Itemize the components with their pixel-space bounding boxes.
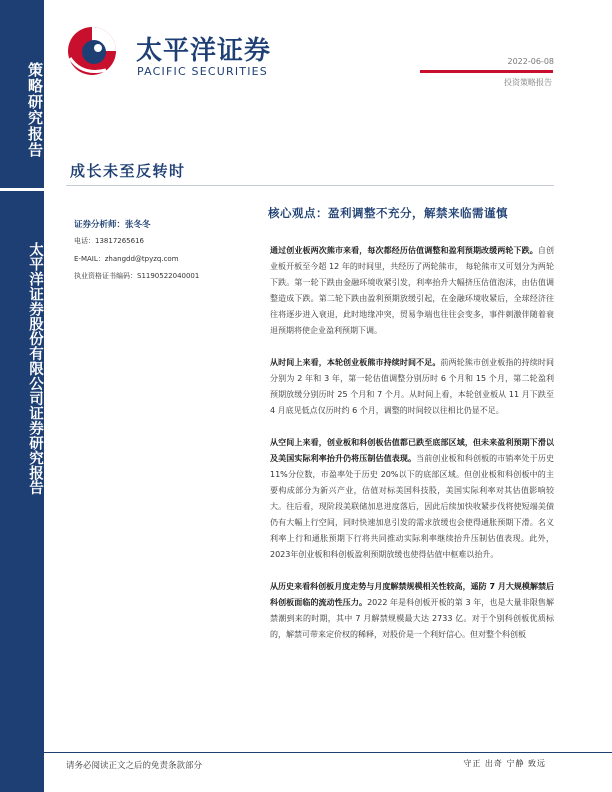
sidebar-report-type: 策略研究报告 (26, 62, 44, 158)
analyst-phone: 电话：13817265616 (74, 237, 144, 245)
report-date: 2022-06-08 (507, 57, 554, 66)
sidebar-separator (0, 188, 44, 191)
sidebar-company: 太平洋证券股份有限公司证券研究报告 (27, 242, 44, 496)
analyst-email[interactable]: E-MAIL：zhangdd@tpyzq.com (74, 255, 179, 263)
brand-name-en: PACIFIC SECURITIES (137, 65, 268, 78)
footer-disclaimer: 请务必阅读正文之后的免责条款部分 (66, 761, 203, 771)
analyst-license: 执业资格证书编码：S1190522040001 (74, 272, 200, 280)
paragraph (270, 243, 554, 339)
paragraph-text: 2022 年是科创板开板的第 3 年，也是大量非限售解禁潮到来的时期，其中 7 月解禁规模最大达 2733 亿。对于个别科创板优质标的，解禁可带来定价权的稀释，对股价是一个利好信心。但对整个科创板 (270, 598, 554, 639)
sidebar (0, 0, 44, 792)
report-doc-type: 投资策略报告 (504, 78, 552, 87)
paragraph-lead: 从历史来看科创板月度走势与月度解禁规模相关性较高，遥防 7 月大规模解禁后科创板面临的流动性压力。 (270, 582, 554, 607)
report-title: 成长未至反转时 (70, 162, 186, 180)
paragraph (270, 435, 554, 563)
analyst-label: 证券分析师：张冬冬 (74, 220, 151, 230)
paragraph-lead: 通过创业板两次熊市来看，每次都经历估值调整和盈利预期改缓两轮下跌。 (270, 246, 538, 255)
header-accent-line (420, 70, 553, 73)
paragraph-text: 前两轮熊市创业板指的持续时间分别为 2 年和 3 年，第一轮估值调整分别历时 6 个月和 15 个月，第二轮盈利预期放缓分别历时 25 个月和 7 个月。从时间上看，本轮创业板从 11 月下跌至 4 月底见低点仅历时约 6 个月，调整的时间较以往相比仍显不足。 (270, 358, 554, 415)
paragraph (270, 579, 554, 643)
core-view-heading: 核心观点：盈利调整不充分，解禁来临需谨慎 (268, 206, 508, 220)
paragraph-lead: 从空间上来看，创业板和科创板估值都已跌至底部区域，但未来盈利预期下滑以及美国实际利率抬升仍将压制估值表现。 (270, 438, 554, 463)
paragraph-lead: 从时间上来看，本轮创业板熊市持续时间不足。 (270, 358, 441, 367)
title-divider (66, 185, 554, 186)
footer-divider (44, 752, 612, 753)
paragraph-text: 自创业板开板至今超 12 年的时间里，共经历了两轮熊市， 每轮熊市又可划分为两轮下跌。第一轮下跌由金融环境收紧引发，利率抬升大幅挤压估值泡沫，由估值调整造成下跌。第二轮下跌由盈利预期放缓引起，在金融环境收紧后，全球经济往往将逐步进入衰退，此时地缘冲突，贸易争端也往往会变多，事件刺激伴随着衰退预期将使企业盈利预期下调。 (270, 246, 555, 335)
brand-name-cn: 太平洋证券 (136, 36, 272, 66)
paragraph-text: 当前创业板和科创板的市销率处于历史 11%分位数，市盈率处于历史 20%以下的底部区域。但创业板和科创板中的主要构成部分为新兴产业，估值对标美国科技股，美国实际利率对其估值影响较大。往后看，现阶段美联储加息进度落后，因此后续加快收紧步伐将使短端美债仍有大幅上行空间，同时快速加息引发的需求放缓也会使得通胀预期下滑。名义利率上行和通胀预期下行将共同推动实际利率继续抬升压制估值表现。此外，2023年创业板和科创板盈利预期放缓也使得估值中枢难以抬升。 (270, 454, 555, 559)
footer-motto: 守正 出奇 宁静 致远 (463, 759, 546, 768)
pacific-securities-logo-icon (62, 18, 126, 80)
paragraph (270, 355, 554, 419)
report-body (270, 243, 554, 659)
